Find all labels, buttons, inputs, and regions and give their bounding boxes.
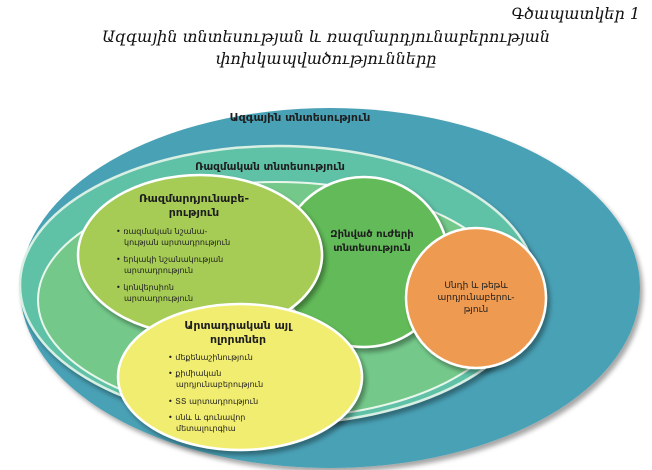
production-item-2-line1: • քիմիական [168,369,222,378]
production-item-4-line1: • սնև և գունավոր [168,413,246,422]
military-industry-item-1-line1: • ռազմական նշանա- [116,227,208,236]
figure-number: Գծապատկեր 1 [511,4,640,23]
diagram-title-line2: փոխկապվածությունները [215,49,437,68]
military-economy-label: Ռազմական տնտեսություն [195,161,345,173]
production-item-2-line2: արդյունաբերություն [176,380,264,389]
production-item-4-line2: մետալուրգիա [176,424,236,433]
production-item-3: • ՏՏ արտադրություն [168,397,259,406]
military-industry-item-2-line2: արտադրություն [124,266,194,275]
military-industry-title-line2: րություն [168,206,220,219]
civil-industry-title-line2: արդյունաբերու- [437,293,515,303]
military-industry-item-2-line1: • երկակի նշանակության [116,255,224,264]
military-industry-item-3-line1: • կոնվերսիոն [116,283,174,292]
civil-industry-title-line1: Սնդի և թեթև [444,281,508,291]
military-industry-item-1-line2: կության արտադրություն [124,238,231,247]
national-economy-label: Ազգային տնտեսություն [229,111,371,124]
military-industry-item-3-line2: արտադրություն [124,294,194,303]
military-industry-title-line1: Ռազմարդյունաբե- [138,192,250,205]
armed-forces-title-line2: տնտեսություն [333,243,411,254]
diagram-title-line1: Ազգային տնտեսության և ռազմարդյունաբերության [101,27,551,46]
production-item-1: • մեքենաշինություն [168,353,253,362]
production-sectors-title-line1: Արտադրական այլ [184,319,292,332]
production-sectors-title-line2: ոլորտներ [209,333,267,346]
civil-industry-title-line3: թյուն [463,305,489,315]
armed-forces-title-line1: Զինված ուժերի [330,229,414,240]
